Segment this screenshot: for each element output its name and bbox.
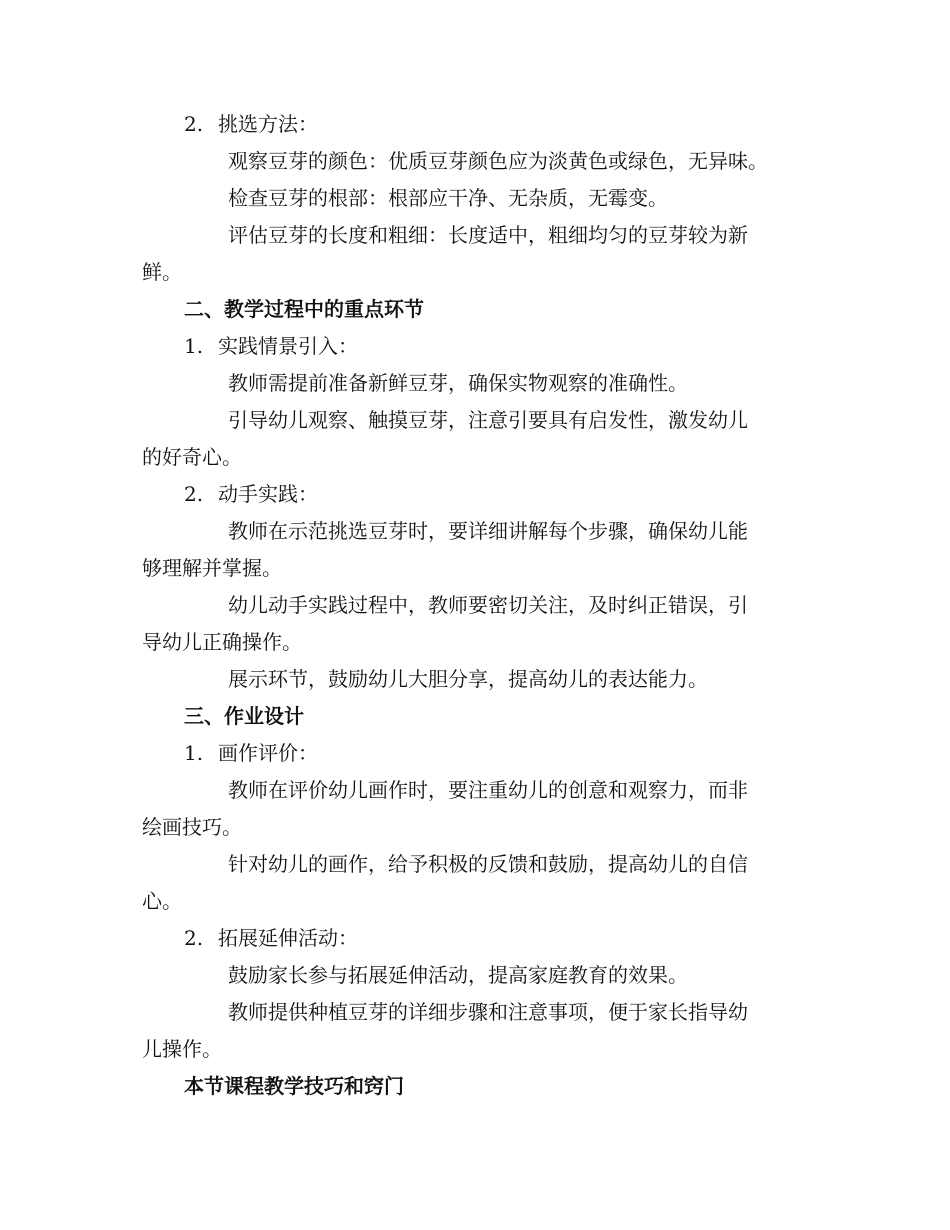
paragraph-continuation: 鲜。: [142, 260, 182, 284]
paragraph-continuation: 的好奇心。: [142, 445, 242, 469]
final-heading: 本节课程教学技巧和窍门: [184, 1074, 404, 1098]
list-item-title: 画作评价：: [218, 741, 318, 765]
paragraph-line: 针对幼儿的画作，给予积极的反馈和鼓励，提高幼儿的自信: [228, 852, 748, 876]
list-number: 1.: [184, 334, 204, 358]
paragraph-line: 幼儿动手实践过程中，教师要密切关注，及时纠正错误，引: [228, 593, 748, 617]
paragraph-line: 教师在评价幼儿画作时，要注重幼儿的创意和观察力，而非: [228, 778, 748, 802]
paragraph: 观察豆芽的颜色：优质豆芽颜色应为淡黄色或绿色，无异味。: [228, 149, 768, 173]
paragraph-line: 教师提供种植豆芽的详细步骤和注意事项，便于家长指导幼: [228, 1000, 748, 1024]
list-number: 2.: [184, 112, 204, 136]
paragraph: 检查豆芽的根部：根部应干净、无杂质，无霉变。: [228, 186, 668, 210]
list-number: 2.: [184, 926, 204, 950]
list-item-hands-on: [142, 476, 807, 513]
paragraph-line: 教师在示范挑选豆芽时，要详细讲解每个步骤，确保幼儿能: [228, 519, 748, 543]
list-item-title: 动手实践：: [218, 482, 318, 506]
document-page: [142, 106, 807, 1105]
list-item-artwork-evaluation: [142, 735, 807, 772]
paragraph-continuation: 儿操作。: [142, 1037, 222, 1061]
section-heading: 三、作业设计: [184, 704, 304, 728]
list-item-practice-intro: [142, 328, 807, 365]
paragraph-continuation: 导幼儿正确操作。: [142, 630, 302, 654]
section-heading: 二、教学过程中的重点环节: [184, 297, 424, 321]
paragraph: 展示环节，鼓励幼儿大胆分享，提高幼儿的表达能力。: [228, 667, 708, 691]
paragraph-continuation: 心。: [142, 889, 182, 913]
list-item-selection-methods: [142, 106, 807, 143]
paragraph-continuation: 绘画技巧。: [142, 815, 242, 839]
paragraph: 教师需提前准备新鲜豆芽，确保实物观察的准确性。: [228, 371, 688, 395]
paragraph: 鼓励家长参与拓展延伸活动，提高家庭教育的效果。: [228, 963, 688, 987]
list-item-title: 拓展延伸活动：: [218, 926, 358, 950]
paragraph-line: 引导幼儿观察、触摸豆芽，注意引要具有启发性，激发幼儿: [228, 408, 748, 432]
list-item-title: 挑选方法：: [218, 112, 318, 136]
paragraph-continuation: 够理解并掌握。: [142, 556, 282, 580]
list-number: 2.: [184, 482, 204, 506]
list-item-title: 实践情景引入：: [218, 334, 358, 358]
list-number: 1.: [184, 741, 204, 765]
paragraph-line: 评估豆芽的长度和粗细：长度适中，粗细均匀的豆芽较为新: [228, 223, 748, 247]
list-item-extension-activity: [142, 920, 807, 957]
